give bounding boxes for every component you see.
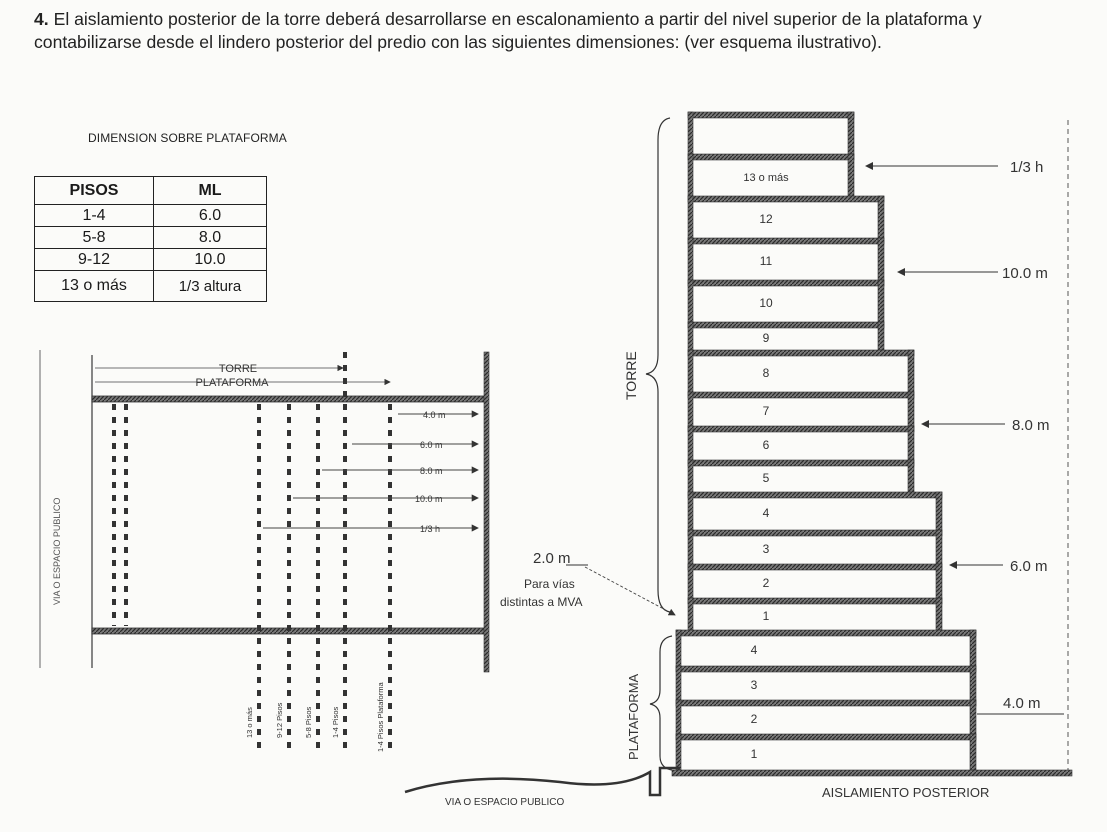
plan-via-label: VIA O ESPACIO PUBLICO — [52, 497, 62, 605]
floor-left-wall — [676, 734, 681, 770]
floor-label: 1 — [762, 609, 770, 623]
floor-wall — [970, 666, 976, 700]
torre-brace — [646, 118, 670, 612]
plan-dim-8: 8.0 m — [420, 466, 443, 476]
floor-left-wall — [688, 322, 693, 350]
floor-slab — [688, 280, 884, 286]
floor-slab — [688, 350, 914, 356]
floor-slab — [688, 392, 914, 398]
note-line2: distintas a MVA — [500, 595, 583, 609]
floor-wall — [878, 238, 884, 280]
floor-left-wall — [688, 564, 693, 598]
intro-number: 4. — [34, 9, 49, 29]
floor-left-wall — [676, 630, 681, 666]
ground-line — [405, 768, 680, 795]
plataforma-brace — [650, 636, 672, 770]
floor-slab — [688, 238, 884, 244]
plan-view — [40, 350, 489, 752]
plan-torre-label: TORRE — [218, 363, 258, 375]
section-dim-4: 4.0 m — [1003, 695, 1041, 712]
floor-left-wall — [688, 598, 693, 630]
floor-slab — [688, 564, 942, 570]
cell-pisos: 13 o más — [35, 271, 154, 302]
floor-wall — [970, 630, 976, 666]
section-dim-6: 6.0 m — [1010, 558, 1048, 575]
floor-slab — [676, 630, 976, 636]
floor-left-wall — [688, 350, 693, 392]
floor-wall — [848, 112, 854, 154]
floor-wall — [878, 196, 884, 238]
plan-col-label: 5-8 Pisos — [304, 706, 313, 738]
floor-label: 3 — [762, 542, 770, 556]
floor-slab — [688, 322, 884, 328]
header-ml: ML — [154, 177, 267, 205]
plan-col-label: 1-4 Pisos Plataforma — [376, 682, 385, 752]
floor-label: 8 — [762, 366, 770, 380]
floor-label: 3 — [750, 678, 758, 692]
floor-label: 9 — [762, 331, 770, 345]
cell-ml: 1/3 altura — [154, 271, 267, 302]
floor-left-wall — [688, 196, 693, 238]
floor-left-wall — [688, 112, 693, 154]
cell-pisos: 5-8 — [35, 227, 154, 249]
header-pisos: PISOS — [35, 177, 154, 205]
floor-label: 7 — [762, 404, 770, 418]
floor-left-wall — [688, 238, 693, 280]
floor-wall — [848, 154, 854, 196]
section-plataforma-label: PLATAFORMA — [626, 673, 641, 760]
floor-wall — [908, 426, 914, 460]
plan-dim-4: 4.0 m — [423, 410, 446, 420]
floor-label: 4 — [762, 506, 770, 520]
floor-wall — [878, 280, 884, 322]
floor-label: 6 — [762, 438, 770, 452]
floor-left-wall — [688, 426, 693, 460]
floor-label: 12 — [759, 212, 773, 226]
intro-text: El aislamiento posterior de la torre deberá desarrollarse en escalonamiento a partir del nivel superior de la plataforma y contabilizarse desde el lindero posterior del predio con las siguientes dimensiones: (ver esquema ilustrativo). — [34, 9, 982, 52]
section-dim-10: 10.0 m — [1002, 265, 1048, 282]
floor-label: 1 — [750, 747, 758, 761]
floor-left-wall — [688, 392, 693, 426]
floor-slab — [676, 700, 976, 706]
section-dim-13: 1/3 h — [1010, 159, 1044, 176]
floor-slab — [688, 598, 942, 604]
floor-slab — [688, 154, 854, 160]
plan-dim-10: 10.0 m — [415, 494, 443, 504]
floor-slab — [688, 196, 884, 202]
cell-ml: 10.0 — [154, 249, 267, 271]
floor-slab — [688, 530, 942, 536]
floor-left-wall — [676, 700, 681, 734]
floor-left-wall — [688, 154, 693, 196]
floor-wall — [908, 350, 914, 392]
floor-slab — [676, 666, 976, 672]
floor-left-wall — [688, 280, 693, 322]
floor-wall — [908, 460, 914, 492]
section-aislamiento-label: AISLAMIENTO POSTERIOR — [822, 785, 990, 800]
floor-wall — [970, 734, 976, 770]
plan-dim-6: 6.0 m — [420, 440, 443, 450]
plan-col-label: 1-4 Pisos — [331, 706, 340, 738]
floor-slab — [688, 112, 854, 118]
floor-wall — [908, 392, 914, 426]
floor-left-wall — [688, 492, 693, 530]
floor-wall — [936, 530, 942, 564]
floor-label: 5 — [762, 471, 770, 485]
table-caption: DIMENSION SOBRE PLATAFORMA — [88, 131, 287, 145]
floor-wall — [878, 322, 884, 350]
note-value: 2.0 m — [533, 550, 571, 567]
floor-left-wall — [688, 530, 693, 564]
floor-label: 10 — [759, 296, 773, 310]
floor-label: 13 o más — [743, 172, 789, 184]
plan-dashed-columns — [114, 352, 390, 750]
floor-wall — [936, 564, 942, 598]
floor-label: 4 — [750, 643, 758, 657]
section-dim-8: 8.0 m — [1012, 417, 1050, 434]
floor-left-wall — [688, 460, 693, 492]
floor-wall — [936, 492, 942, 530]
floor-slab — [688, 426, 914, 432]
plan-col-label: 13 o más — [245, 707, 254, 738]
floor-slab — [688, 460, 914, 466]
floor-wall — [936, 598, 942, 630]
floor-slab — [688, 492, 942, 498]
floor-slab — [676, 734, 976, 740]
floor-left-wall — [676, 666, 681, 700]
plan-plataforma-label: PLATAFORMA — [195, 377, 269, 389]
floor-label: 2 — [762, 576, 770, 590]
floor-wall — [970, 700, 976, 734]
section-view — [405, 112, 1072, 808]
cell-pisos: 9-12 — [35, 249, 154, 271]
plan-col-label: 9-12 Pisos — [275, 702, 284, 738]
floor-label: 2 — [750, 712, 758, 726]
note-line1: Para vías — [524, 577, 575, 591]
cell-pisos: 1-4 — [35, 205, 154, 227]
floor-label: 11 — [759, 254, 773, 268]
cell-ml: 6.0 — [154, 205, 267, 227]
cell-ml: 8.0 — [154, 227, 267, 249]
section-via-label: VIA O ESPACIO PUBLICO — [445, 797, 565, 808]
section-torre-label: TORRE — [623, 351, 639, 400]
plan-dim-13: 1/3 h — [420, 524, 441, 534]
